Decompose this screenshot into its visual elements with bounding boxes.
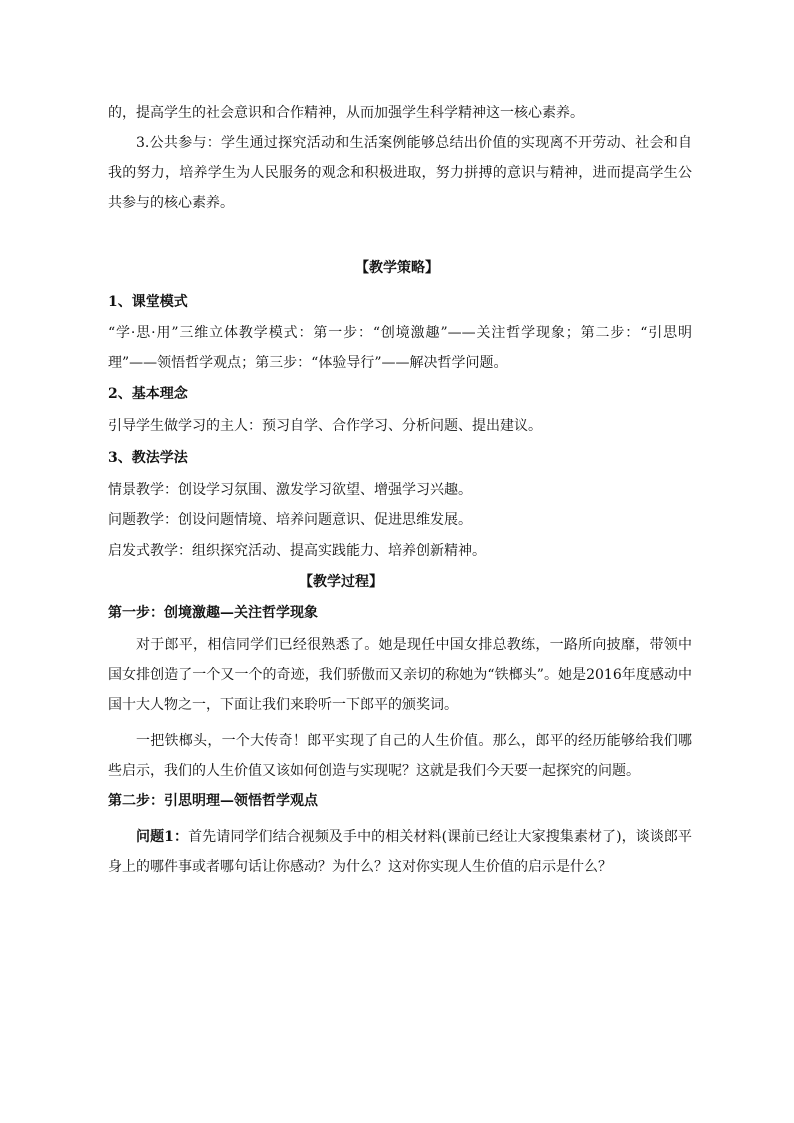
- method-item-scenario: 情景教学：创设学习氛围、激发学习欲望、增强学习兴趣。: [108, 482, 472, 498]
- subheading-methods: 3、教法学法: [108, 450, 188, 466]
- paragraph-label: 3.公共参与：: [136, 135, 222, 151]
- paragraph-text: 学生通过探究活动和生活案例能够总结出价值的实现离不开劳动、社会和自我的努力，培养学生为人民服务的观念和积极进取，努力拼搏的意识与精神，进而提高学生公共参与的核心素养。: [108, 135, 693, 211]
- step1-heading: 第一步：创境激趣—关注哲学现象: [108, 605, 318, 621]
- question-label: 问题1：: [136, 829, 189, 845]
- method-item-problem: 问题教学：创设问题情境、培养问题意识、促进思维发展。: [108, 512, 472, 528]
- paragraph-basic-concept: 引导学生做学习的主人：预习自学、合作学习、分析问题、提出建议。: [108, 418, 542, 434]
- step2-heading: 第二步：引思明理—领悟哲学观点: [108, 793, 318, 809]
- section-title-process: 【教学过程】: [299, 574, 383, 590]
- section-title-strategy: 【教学策略】: [355, 260, 439, 276]
- paragraph-text: 的，提高学生的社会意识和合作精神，从而加强学生科学精神这一核心素养。: [108, 105, 584, 121]
- paragraph-class-mode: “学·思·用”三维立体教学模式：第一步：“创境激趣”——关注哲学现象；第二步：“引思明理”——领悟哲学观点；第三步：“体验导行”——解决哲学问题。: [108, 325, 692, 371]
- subheading-basic-concept: 2、基本理念: [108, 386, 188, 402]
- step1-paragraph-2: 一把铁榔头，一个大传奇！郎平实现了自己的人生价值。那么，郎平的经历能够给我们哪些启示，我们的人生价值又该如何创造与实现呢？这就是我们今天要一起探究的问题。: [108, 733, 692, 779]
- subheading-class-mode: 1、课堂模式: [108, 294, 188, 310]
- step1-paragraph-1: 对于郎平，相信同学们已经很熟悉了。她是现任中国女排总教练，一路所向披靡，带领中国女排创造了一个又一个的奇迹，我们骄傲而又亲切的称她为“铁榔头”。她是2016年度感动中国十大人物之一，下面让我们来聆听一下郎平的颁奖词。: [108, 637, 692, 713]
- paragraph-public-participation: [108, 128, 692, 218]
- question-text: 首先请同学们结合视频及手中的相关材料(课前已经让大家搜集素材了)，谈谈郎平身上的哪件事或者哪句话让你感动？为什么？这对你实现人生价值的启示是什么？: [108, 829, 692, 875]
- paragraph-continued: [108, 98, 692, 128]
- method-item-heuristic: 启发式教学：组织探究活动、提高实践能力、培养创新精神。: [108, 543, 486, 559]
- question-1: [108, 822, 692, 882]
